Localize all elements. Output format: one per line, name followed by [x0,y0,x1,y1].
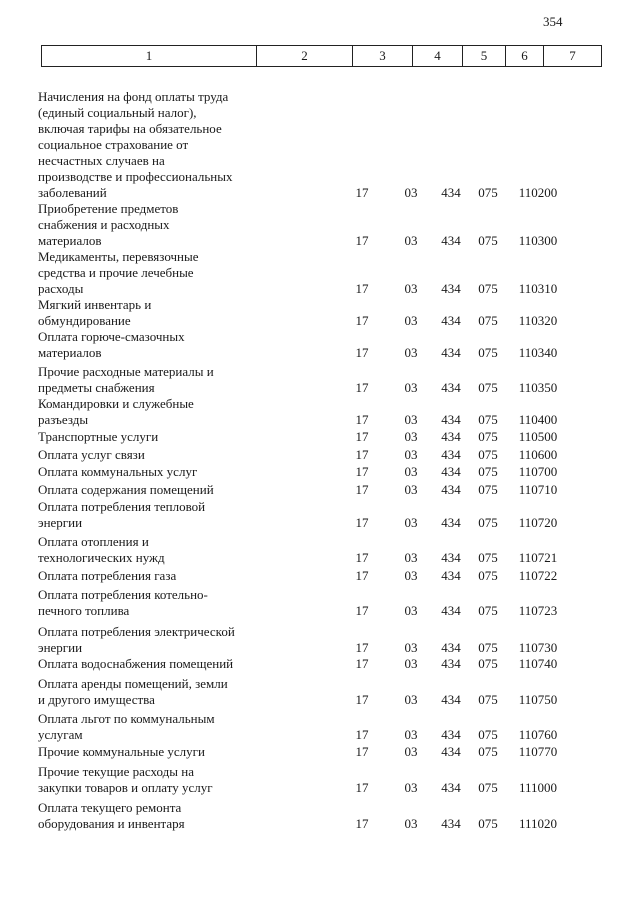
row-name-line: Транспортные услуги [38,429,159,444]
code-chapter: 17 [355,447,369,462]
code-kosgu: 110400 [518,412,558,427]
code-section: 03 [404,780,418,795]
code-target: 075 [478,744,498,759]
code-section: 03 [404,727,418,742]
code-subsection: 434 [441,816,461,831]
code-chapter: 17 [355,313,369,328]
row-name-line: Оплата льгот по коммунальным [38,711,215,726]
row-name-line: Прочие коммунальные услуги [38,744,205,759]
row-name-line: Начисления на фонд оплаты труда [38,89,229,104]
code-subsection: 434 [441,568,461,583]
code-target: 075 [478,640,498,655]
column-header-3: 3 [353,46,413,67]
code-target: 075 [478,313,498,328]
code-target: 075 [478,412,498,427]
row-name-line: и другого имущества [38,692,155,707]
code-subsection: 434 [441,656,461,671]
code-subsection: 434 [441,412,461,427]
code-chapter: 17 [355,380,369,395]
code-chapter: 17 [355,550,369,565]
code-target: 075 [478,185,498,200]
code-chapter: 17 [355,185,369,200]
code-target: 075 [478,603,498,618]
row-name-line: расходы [38,281,84,296]
code-kosgu: 111020 [518,816,558,831]
code-target: 075 [478,568,498,583]
code-chapter: 17 [355,603,369,618]
code-target: 075 [478,464,498,479]
code-chapter: 17 [355,656,369,671]
row-name-line: Оплата текущего ремонта [38,800,182,815]
column-header-4: 4 [413,46,463,67]
table-row [0,464,640,480]
row-name [38,744,273,760]
code-section: 03 [404,313,418,328]
code-chapter: 17 [355,727,369,742]
code-chapter: 17 [355,515,369,530]
row-name-line: закупки товаров и оплату услуг [38,780,213,795]
code-subsection: 434 [441,233,461,248]
code-chapter: 17 [355,464,369,479]
row-name-line: Командировки и служебные [38,396,194,411]
code-chapter: 17 [355,816,369,831]
row-name-line: Оплата потребления тепловой [38,499,206,514]
row-name-line: Оплата водоснабжения помещений [38,656,234,671]
code-target: 075 [478,429,498,444]
row-name [38,89,273,201]
code-section: 03 [404,482,418,497]
table-row [0,624,640,656]
code-subsection: 434 [441,640,461,655]
row-name-line: несчастных случаев на [38,153,165,168]
row-name [38,587,273,619]
row-name-line: Медикаменты, перевязочные [38,249,199,264]
column-header-table [41,45,602,67]
row-name-line: снабжения и расходных [38,217,170,232]
row-name-line: Оплата горюче-смазочных [38,329,185,344]
table-row [0,329,640,361]
table-row [0,396,640,428]
table-row [0,482,640,498]
table-row [0,364,640,396]
row-name-line: средства и прочие лечебные [38,265,194,280]
row-name-line: Прочие текущие расходы на [38,764,194,779]
column-header-row [42,46,602,67]
code-chapter: 17 [355,429,369,444]
row-name-line: предметы снабжения [38,380,155,395]
row-name-line: (единый социальный налог), [38,105,197,120]
code-section: 03 [404,550,418,565]
code-section: 03 [404,568,418,583]
row-name-line: включая тарифы на обязательное [38,121,222,136]
row-name [38,676,273,708]
code-chapter: 17 [355,482,369,497]
row-name [38,364,273,396]
table-row [0,447,640,463]
code-kosgu: 110730 [518,640,558,655]
code-chapter: 17 [355,233,369,248]
row-name-line: Оплата коммунальных услуг [38,464,198,479]
code-target: 075 [478,656,498,671]
code-section: 03 [404,603,418,618]
code-section: 03 [404,447,418,462]
table-row [0,201,640,249]
code-target: 075 [478,816,498,831]
row-name-line: заболеваний [38,185,107,200]
code-subsection: 434 [441,482,461,497]
row-name-line: Мягкий инвентарь и [38,297,152,312]
code-subsection: 434 [441,692,461,707]
code-target: 075 [478,727,498,742]
code-target: 075 [478,281,498,296]
row-name [38,711,273,743]
code-kosgu: 110723 [518,603,558,618]
page-number: 354 [543,14,563,29]
code-kosgu: 110770 [518,744,558,759]
code-kosgu: 110310 [518,281,558,296]
table-row [0,499,640,531]
row-name [38,482,273,498]
code-section: 03 [404,656,418,671]
code-section: 03 [404,640,418,655]
row-name-line: Оплата потребления котельно- [38,587,208,602]
code-chapter: 17 [355,692,369,707]
code-kosgu: 110340 [518,345,558,360]
code-subsection: 434 [441,429,461,444]
code-target: 075 [478,233,498,248]
code-section: 03 [404,412,418,427]
code-target: 075 [478,550,498,565]
code-subsection: 434 [441,744,461,759]
code-chapter: 17 [355,412,369,427]
column-header-6: 6 [506,46,544,67]
code-chapter: 17 [355,568,369,583]
row-name [38,764,273,796]
code-chapter: 17 [355,281,369,296]
row-name [38,624,273,656]
row-name-line: социальное страхование от [38,137,189,152]
row-name-line: Оплата потребления электрической [38,624,235,639]
row-name [38,499,273,531]
code-kosgu: 110300 [518,233,558,248]
table-row [0,656,640,672]
code-section: 03 [404,380,418,395]
code-subsection: 434 [441,447,461,462]
row-name-line: материалов [38,345,102,360]
code-target: 075 [478,692,498,707]
row-name-line: Приобретение предметов [38,201,179,216]
code-subsection: 434 [441,380,461,395]
row-name [38,329,273,361]
code-subsection: 434 [441,345,461,360]
table-row [0,89,640,201]
code-subsection: 434 [441,780,461,795]
code-target: 075 [478,345,498,360]
table-row [0,249,640,297]
code-kosgu: 110722 [518,568,558,583]
code-chapter: 17 [355,345,369,360]
row-name-line: печного топлива [38,603,130,618]
row-name-line: материалов [38,233,102,248]
row-name-line: Оплата услуг связи [38,447,145,462]
code-kosgu: 110721 [518,550,558,565]
code-kosgu: 110200 [518,185,558,200]
row-name [38,568,273,584]
code-section: 03 [404,233,418,248]
code-section: 03 [404,515,418,530]
code-kosgu: 110320 [518,313,558,328]
code-section: 03 [404,744,418,759]
code-section: 03 [404,429,418,444]
row-name-line: производстве и профессиональных [38,169,233,184]
row-name-line: энергии [38,515,83,530]
code-chapter: 17 [355,780,369,795]
column-header-1: 1 [42,46,257,67]
row-name-line: оборудования и инвентаря [38,816,185,831]
row-name [38,534,273,566]
code-kosgu: 110750 [518,692,558,707]
code-kosgu: 110500 [518,429,558,444]
table-row [0,764,640,796]
row-name-line: услугам [38,727,83,742]
code-kosgu: 110700 [518,464,558,479]
row-name [38,447,273,463]
column-header-2: 2 [257,46,353,67]
table-row [0,676,640,708]
code-subsection: 434 [441,550,461,565]
code-section: 03 [404,464,418,479]
row-name-line: Оплата содержания помещений [38,482,214,497]
code-target: 075 [478,380,498,395]
table-row [0,568,640,584]
row-name-line: обмундирование [38,313,131,328]
row-name-line: технологических нужд [38,550,165,565]
table-row [0,711,640,743]
table-row [0,429,640,445]
row-name-line: Оплата потребления газа [38,568,177,583]
code-chapter: 17 [355,640,369,655]
code-kosgu: 110350 [518,380,558,395]
code-section: 03 [404,185,418,200]
code-subsection: 434 [441,727,461,742]
column-header-5: 5 [463,46,506,67]
code-subsection: 434 [441,515,461,530]
code-section: 03 [404,281,418,296]
row-name-line: Оплата отопления и [38,534,149,549]
code-kosgu: 110760 [518,727,558,742]
row-name [38,429,273,445]
row-name [38,800,273,832]
row-name-line: энергии [38,640,83,655]
row-name [38,249,273,297]
row-name [38,396,273,428]
table-row [0,800,640,832]
row-name-line: Прочие расходные материалы и [38,364,214,379]
code-kosgu: 110740 [518,656,558,671]
code-target: 075 [478,515,498,530]
code-subsection: 434 [441,281,461,296]
row-name-line: Оплата аренды помещений, земли [38,676,228,691]
column-header-7: 7 [544,46,602,67]
code-kosgu: 110710 [518,482,558,497]
code-subsection: 434 [441,313,461,328]
code-subsection: 434 [441,603,461,618]
row-name [38,201,273,249]
code-target: 075 [478,447,498,462]
code-subsection: 434 [441,464,461,479]
code-target: 075 [478,780,498,795]
row-name [38,297,273,329]
code-kosgu: 110720 [518,515,558,530]
table-row [0,297,640,329]
row-name [38,656,273,672]
table-row [0,744,640,760]
code-section: 03 [404,345,418,360]
code-target: 075 [478,482,498,497]
code-section: 03 [404,692,418,707]
row-name [38,464,273,480]
table-row [0,587,640,619]
code-kosgu: 110600 [518,447,558,462]
table-row [0,534,640,566]
code-section: 03 [404,816,418,831]
code-chapter: 17 [355,744,369,759]
code-subsection: 434 [441,185,461,200]
code-kosgu: 111000 [518,780,558,795]
row-name-line: разъезды [38,412,89,427]
